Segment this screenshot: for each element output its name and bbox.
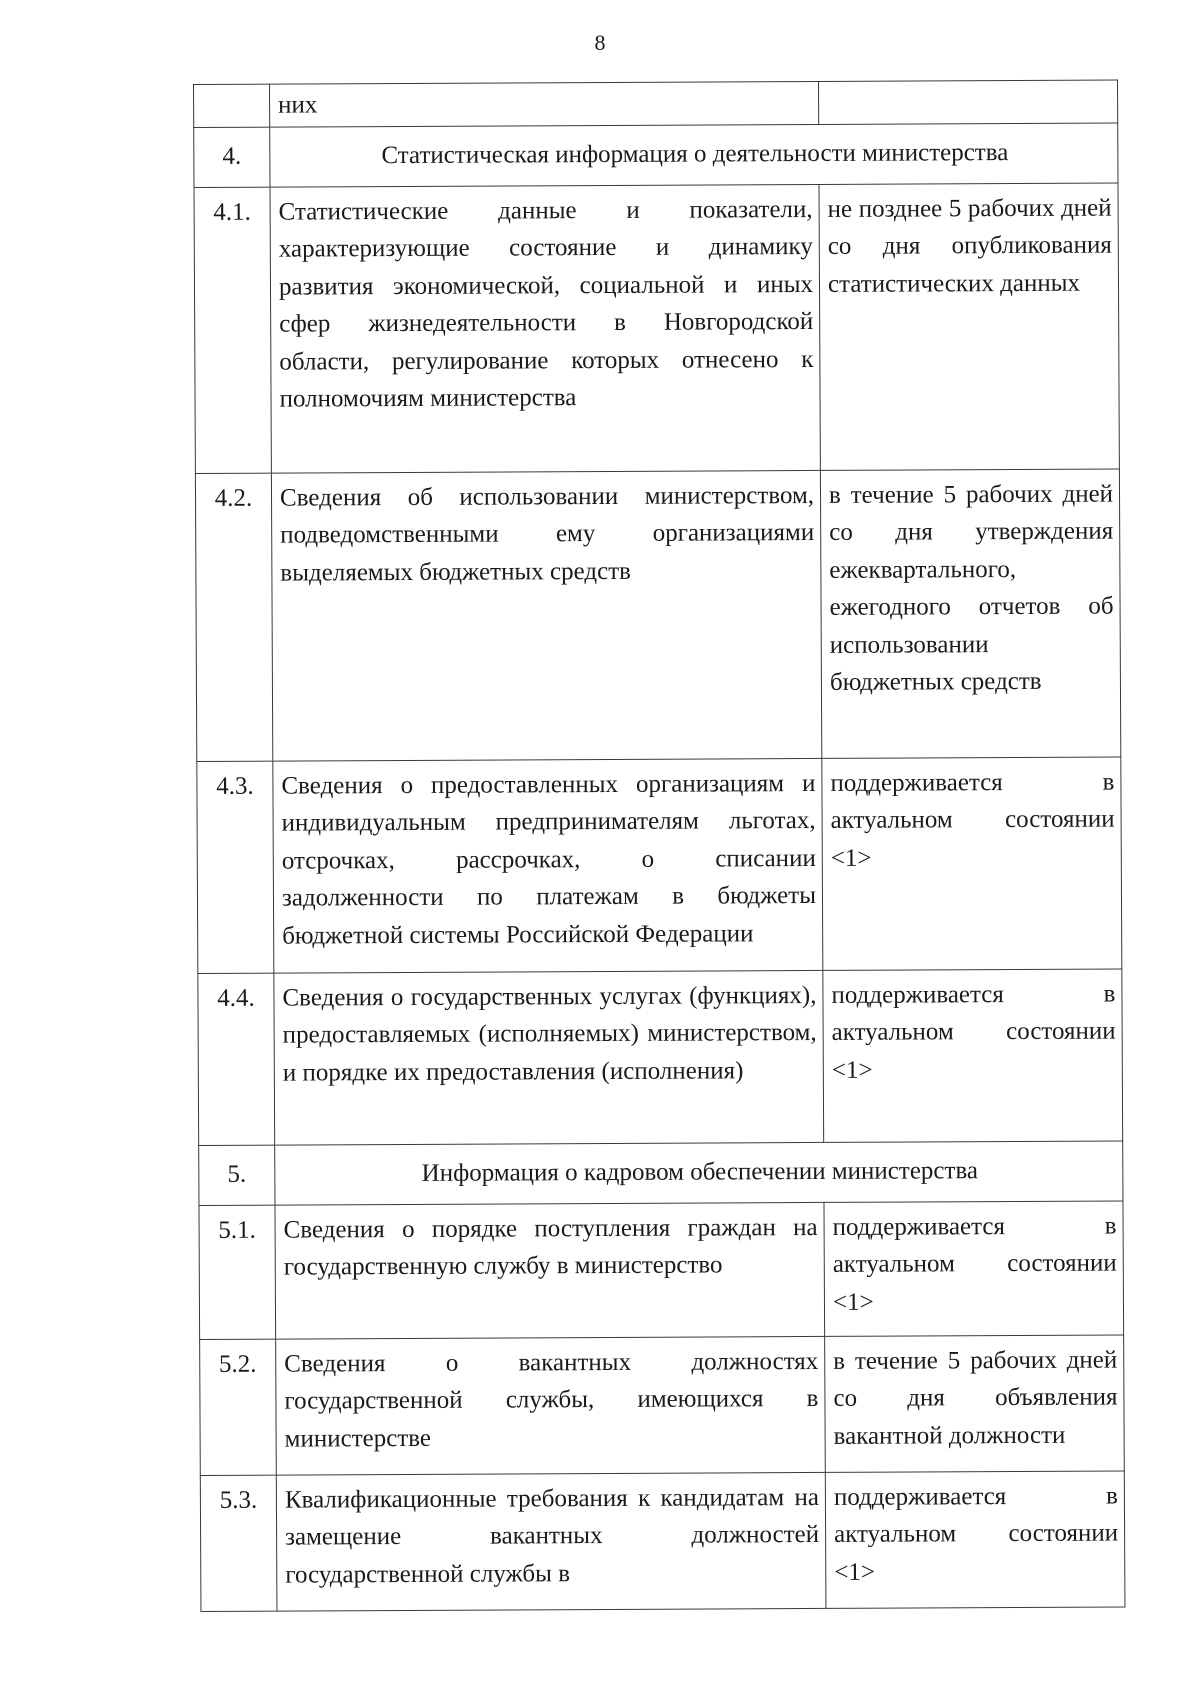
row-description: Сведения о вакантных должностях государственной службы, имеющихся в министерстве <box>276 1336 826 1475</box>
info-table <box>193 79 1125 1611</box>
section-title: Информация о кадровом обеспечении министерства <box>275 1140 1123 1204</box>
section-row-5 <box>199 1140 1123 1205</box>
row-description: Сведения о порядке поступления граждан на государственную службу в министерство <box>275 1202 825 1339</box>
row-deadline: в течение 5 рабочих дней со дня утверждения ежеквартального, ежегодного отчетов об использовании бюджетных средств <box>820 468 1120 757</box>
row-number <box>194 84 270 127</box>
row-description: Квалификационные требования к кандидатам на замещение вакантных должностей государственной службы в <box>276 1472 826 1611</box>
section-number: 5. <box>199 1145 275 1205</box>
row-deadline: поддерживается в актуальном состоянии <1> <box>823 968 1123 1141</box>
row-description: Сведения о государственных услугах (функциях), предоставляемых (исполняемых) министерством, и порядке их предоставления (исполнения) <box>274 970 824 1145</box>
table-row <box>194 182 1119 473</box>
row-description: Сведения об использовании министерством, подведомственными ему организациями выделяемых бюджетных средств <box>271 470 821 761</box>
row-description: Статистические данные и показатели, характеризующие состояние и динамику развития экономической, социальной и иных сфер жизнедеятельности в Новгородской области, регулирование которых отнесено к полномочиям министерства <box>270 184 820 473</box>
row-deadline: поддерживается в актуальном состоянии <1> <box>824 1200 1124 1335</box>
row-deadline: не позднее 5 рабочих дней со дня опубликования статистических данных <box>819 182 1119 469</box>
table-row <box>195 468 1120 761</box>
row-number: 5.1. <box>199 1205 276 1339</box>
row-deadline: в течение 5 рабочих дней со дня объявления вакантной должности <box>825 1334 1125 1471</box>
row-number: 4.2. <box>195 473 272 761</box>
row-number: 4.1. <box>194 187 271 473</box>
row-number: 4.3. <box>197 761 274 973</box>
row-description: Сведения о предоставленных организациям и индивидуальным предпринимателям льготах, отсрочках, рассрочках, о списании задолженности по платежам в бюджеты бюджетной системы Российской Федерации <box>273 758 823 973</box>
table-row-continuation <box>194 80 1118 127</box>
row-deadline: поддерживается в актуальном состоянии <1> <box>822 756 1122 969</box>
row-number: 5.3. <box>200 1475 277 1611</box>
table-row <box>200 1470 1125 1611</box>
row-deadline <box>818 80 1117 124</box>
table-row <box>197 756 1122 973</box>
row-number: 5.2. <box>200 1339 277 1475</box>
row-number: 4.4. <box>198 973 275 1145</box>
section-number: 4. <box>194 127 270 187</box>
table-row <box>198 968 1123 1145</box>
table-row <box>200 1334 1125 1475</box>
row-deadline: поддерживается в актуальном состоянии <1> <box>825 1470 1125 1607</box>
section-row-4 <box>194 122 1118 187</box>
table-row <box>199 1200 1124 1339</box>
page-number: 8 <box>594 30 606 55</box>
section-title: Статистическая информация о деятельности министерства <box>270 122 1118 186</box>
row-description: них <box>270 81 819 126</box>
